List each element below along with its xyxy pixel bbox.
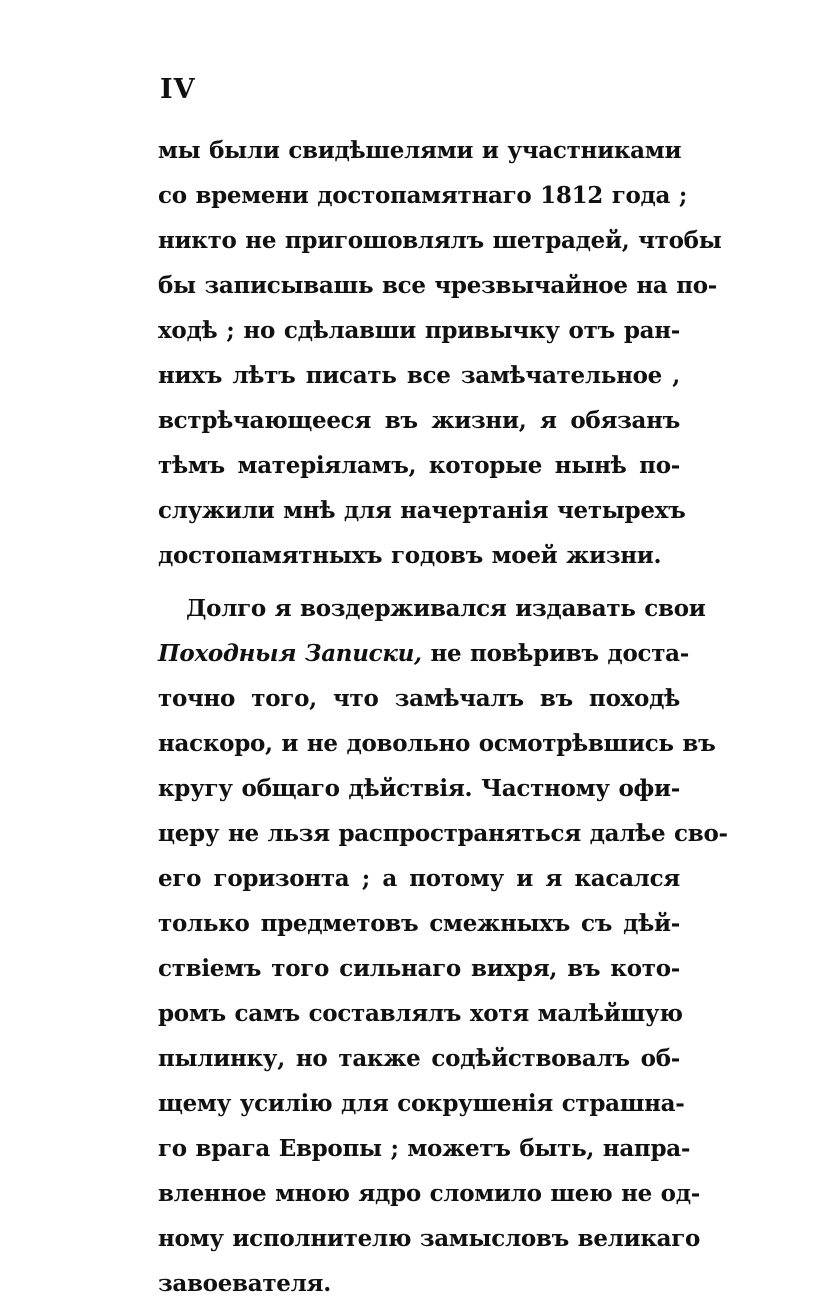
text-line: вленное мною ядро сломило шею не од- bbox=[158, 1180, 700, 1207]
text-line: бы записывашь все чрезвычайное на по- bbox=[158, 272, 718, 299]
text-line: кругу общаго дѣйствія. Частному офи- bbox=[158, 775, 680, 802]
text-line: только предметовъ смежныхъ съ дѣй- bbox=[158, 910, 680, 937]
text-line: наскоро, и не довольно осмотрѣвшись въ bbox=[158, 730, 716, 757]
text-line: го врага Европы ; можетъ быть, напра- bbox=[158, 1135, 691, 1162]
text-line: пылинку, но также содѣйствовалъ об- bbox=[158, 1045, 680, 1072]
text-line: мы были свидѣшелями и участниками bbox=[158, 137, 682, 164]
text-line: встрѣчающееся въ жизни, я обязанъ bbox=[158, 407, 680, 434]
text-line: ромъ самъ составлялъ хотя малѣйшую bbox=[158, 1000, 683, 1027]
text-line: Долго я воздерживался издавать свои bbox=[186, 595, 706, 622]
text-line: со времени достопамятнаго 1812 года ; bbox=[158, 182, 688, 209]
text-line: щему усилію для сокрушенія страшна- bbox=[158, 1090, 685, 1117]
body-text bbox=[158, 128, 728, 1306]
page-number: IV bbox=[160, 74, 196, 105]
text-line bbox=[158, 631, 690, 676]
text-line: точно того, что замѣчалъ въ походѣ bbox=[158, 685, 680, 712]
text-line: ствіемъ того сильнаго вихря, въ кото- bbox=[158, 955, 680, 982]
paragraph-1 bbox=[158, 128, 722, 578]
text-line: никто не пригошовлялъ шетрадей, чтобы bbox=[158, 227, 722, 254]
text-line: тѣмъ матеріяламъ, которые нынѣ по- bbox=[158, 452, 680, 479]
text-line: нихъ лѣтъ писать все замѣчательное , bbox=[158, 362, 680, 389]
book-title: Походныя Записки, bbox=[158, 640, 422, 667]
text-line: ному исполнителю замысловъ великаго bbox=[158, 1225, 701, 1252]
text-line: служили мнѣ для начертанія четырехъ bbox=[158, 497, 686, 524]
paragraph-2 bbox=[158, 586, 728, 1306]
text-line: его горизонта ; а потому и я касался bbox=[158, 865, 680, 892]
text-line: церу не льзя распространяться далѣе сво- bbox=[158, 820, 728, 847]
text-line: ходѣ ; но сдѣлавши привычку отъ ран- bbox=[158, 317, 680, 344]
text-fragment: не повѣривъ доста- bbox=[421, 640, 690, 667]
text-line: достопамятныхъ годовъ моей жизни. bbox=[158, 542, 662, 569]
text-line: завоевателя. bbox=[158, 1270, 331, 1297]
